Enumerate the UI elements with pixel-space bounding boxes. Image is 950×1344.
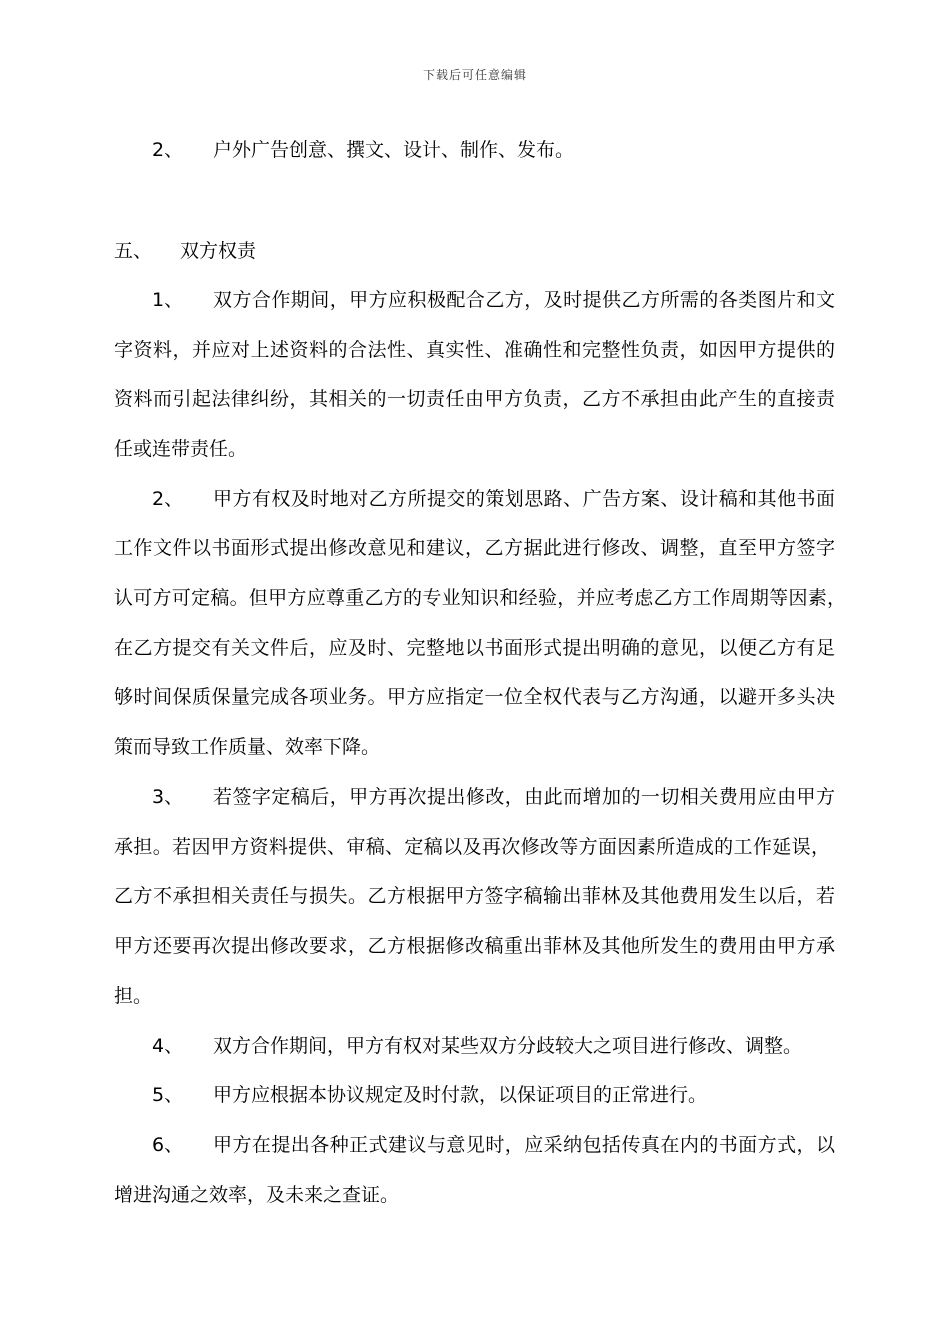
section-title: 双方权责 [180, 240, 257, 262]
clause-line: 字资料，并应对上述资料的合法性、真实性、准确性和完整性负责，如因甲方提供的 [114, 339, 835, 361]
page-header: 下载后可任意编辑 [422, 68, 527, 82]
clause-line: 乙方不承担相关责任与损失。乙方根据甲方签字稿输出菲林及其他费用发生以后，若 [114, 885, 835, 907]
clause-number: 6、 [152, 1134, 184, 1156]
clause-line: 增进沟通之效率，及未来之查证。 [114, 1184, 400, 1206]
section-number: 五、 [114, 240, 153, 262]
clause-line: 工作文件以书面形式提出修改意见和建议，乙方据此进行修改、调整，直至甲方签字 [114, 537, 835, 559]
clause-line: 承担。若因甲方资料提供、审稿、定稿以及再次修改等方面因素所造成的工作延误， [114, 836, 830, 858]
clause-line: 甲方有权及时地对乙方所提交的策划思路、广告方案、设计稿和其他书面 [213, 488, 835, 510]
clause-line: 够时间保质保量完成各项业务。甲方应指定一位全权代表与乙方沟通，以避开多头决 [114, 686, 835, 708]
clause-line: 甲方还要再次提出修改要求，乙方根据修改稿重出菲林及其他所发生的费用由甲方承 [114, 935, 835, 957]
clause-number: 4、 [152, 1035, 184, 1057]
clause-line: 双方合作期间，甲方有权对某些双方分歧较大之项目进行修改、调整。 [213, 1035, 803, 1057]
clause-line: 任或连带责任。 [114, 438, 248, 460]
clause-line: 在乙方提交有关文件后，应及时、完整地以书面形式提出明确的意见，以便乙方有足 [114, 637, 835, 659]
item-text: 户外广告创意、撰文、设计、制作、发布。 [213, 139, 575, 161]
clause-line: 资料而引起法律纠纷，其相关的一切责任由甲方负责，乙方不承担由此产生的直接责 [114, 388, 835, 410]
clause-line: 双方合作期间，甲方应积极配合乙方，及时提供乙方所需的各类图片和文 [213, 289, 835, 311]
clause-line: 策而导致工作质量、效率下降。 [114, 736, 381, 758]
clause-number: 2、 [152, 488, 184, 510]
clause-number: 3、 [152, 786, 184, 808]
clause-line: 担。 [114, 985, 153, 1007]
clause-line: 若签字定稿后，甲方再次提出修改，由此而增加的一切相关费用应由甲方 [213, 786, 835, 808]
clause-number: 5、 [152, 1084, 184, 1106]
item-number: 2、 [152, 139, 184, 161]
clause-line: 甲方在提出各种正式建议与意见时，应采纳包括传真在内的书面方式，以 [213, 1134, 835, 1156]
clause-number: 1、 [152, 289, 184, 311]
clause-line: 甲方应根据本协议规定及时付款，以保证项目的正常进行。 [213, 1084, 708, 1106]
clause-line: 认可方可定稿。但甲方应尊重乙方的专业知识和经验，并应考虑乙方工作周期等因素， [114, 587, 846, 609]
